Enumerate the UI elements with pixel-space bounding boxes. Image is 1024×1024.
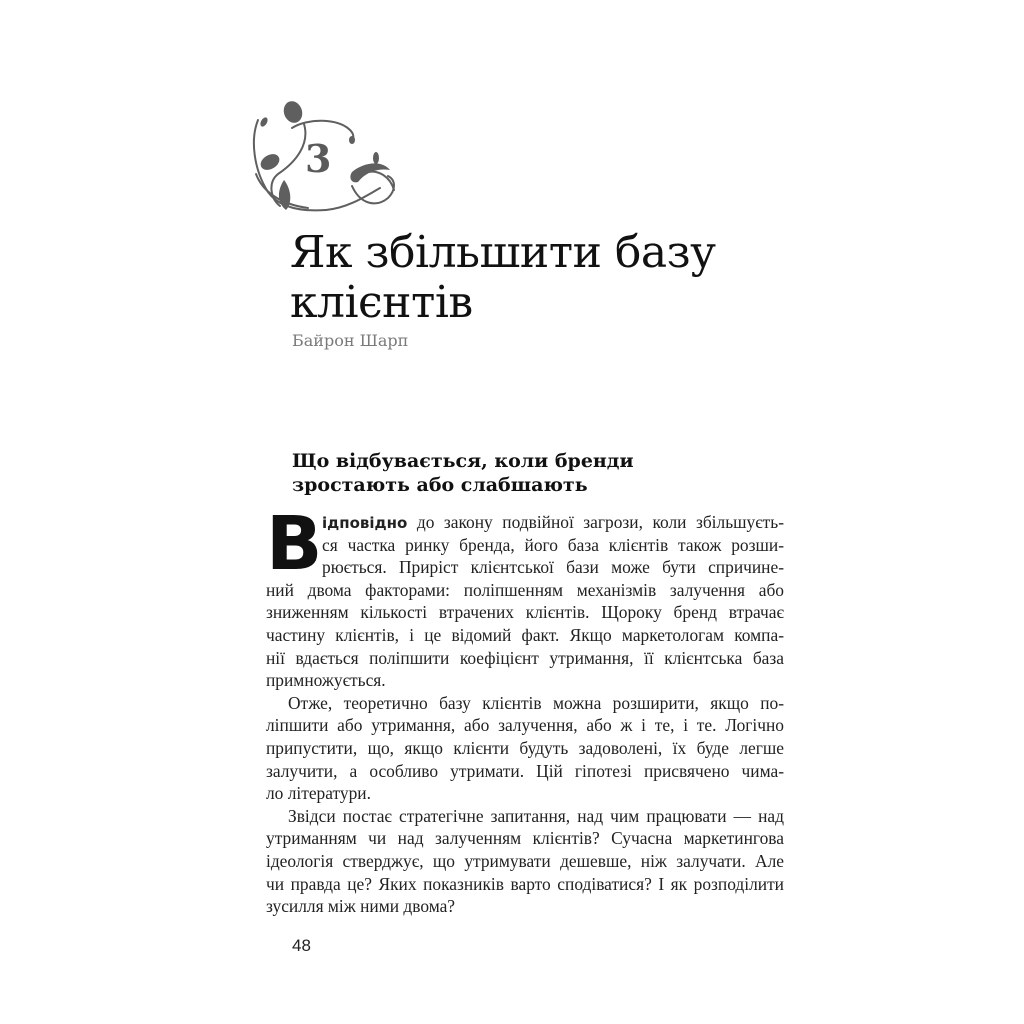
paragraph-line: Звідси постає стратегічне запитання, над чим працювати — над	[288, 805, 784, 826]
section-heading	[292, 449, 634, 497]
paragraph-line: ліпшити або утримання, або залучення, або ж і те, і те. Логічно	[266, 715, 784, 736]
drop-cap: В	[266, 501, 323, 587]
chapter-title	[290, 228, 715, 328]
page-number: 48	[292, 936, 311, 955]
chapter-number: 3	[305, 136, 332, 181]
lead-word: ідповідно	[322, 514, 408, 532]
chapter-author: Байрон Шарп	[292, 331, 409, 350]
chapter-title-line: Як збільшити базу	[290, 227, 716, 278]
paragraph-line: рюється. Приріст клієнтської бази може бути спричине-	[322, 557, 784, 578]
paragraph-line: припустити, що, якщо клієнти будуть задоволені, їх буде легше	[266, 737, 784, 758]
paragraph-line: ло літератури.	[266, 783, 371, 804]
paragraph-line: ся частка ринку бренда, його база клієнтів також розши-	[322, 534, 784, 555]
chapter-title-line: клієнтів	[290, 277, 473, 328]
section-heading-line: зростають або слабшають	[292, 474, 588, 496]
paragraph-line: ідеологія стверджує, що утримувати дешевше, ніж залучати. Але	[266, 850, 784, 871]
paragraph-line: нії вдається поліпшити коефіцієнт утримання, її клієнтська база	[266, 647, 784, 668]
paragraph-line: примножується.	[266, 670, 386, 691]
paragraph-line: Отже, теоретично базу клієнтів можна розширити, якщо по-	[288, 692, 784, 713]
paragraph-line: чи правда це? Яких показників варто сподіватися? І як розподілити	[266, 873, 784, 894]
section-heading-line: Що відбувається, коли бренди	[292, 450, 634, 472]
paragraph-line: залучити, а особливо утримати. Цій гіпотезі присвячено чима-	[266, 760, 784, 781]
body-text	[266, 501, 784, 918]
paragraph-line: утриманням чи над залученням клієнтів? Сучасна маркетингова	[266, 828, 784, 849]
paragraph-line: частину клієнтів, і це відомий факт. Якщо маркетологам компа-	[266, 624, 784, 645]
paragraph-line: ний двома факторами: поліпшенням механізмів залучення або	[266, 579, 784, 600]
paragraph-line: зусилля між ними двома?	[266, 896, 456, 917]
paragraph-line: зниженням кількості втрачених клієнтів. Щороку бренд втрачає	[266, 602, 784, 623]
paragraph-line: ідповідно до закону подвійної загрози, коли збільшуєть-	[322, 512, 784, 532]
